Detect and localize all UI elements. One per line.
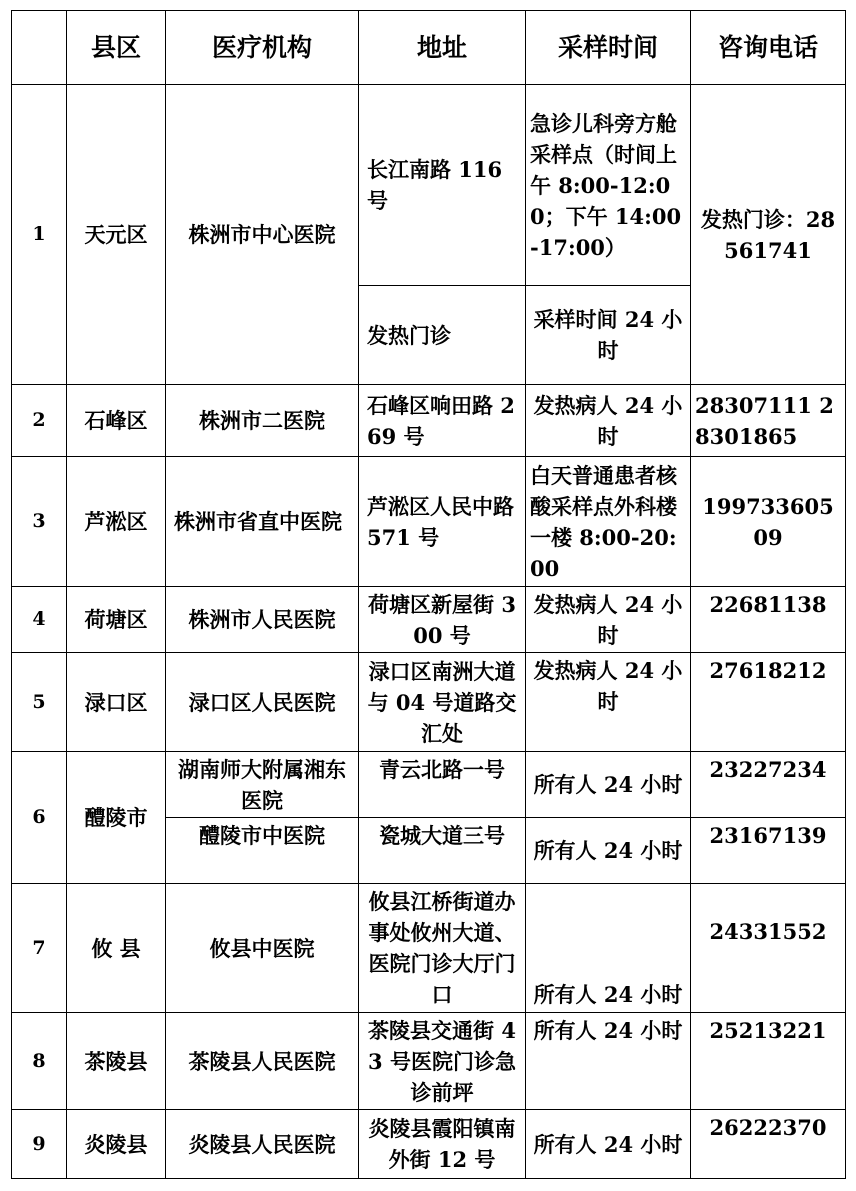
district-cell: 芦淞区 — [67, 457, 166, 587]
address-cell: 攸县江桥街道办事处攸州大道、医院门诊大厅门口 — [359, 884, 526, 1013]
address-cell: 青云北路一号 — [359, 752, 526, 818]
district-cell: 渌口区 — [67, 653, 166, 752]
row-number: 5 — [12, 653, 67, 752]
address-cell: 长江南路 116 号 — [359, 85, 526, 286]
address-cell: 瓷城大道三号 — [359, 818, 526, 884]
row-number: 7 — [12, 884, 67, 1013]
institution-cell: 株洲市中心医院 — [166, 85, 359, 385]
phone-cell: 27618212 — [691, 653, 846, 752]
table-row — [12, 1013, 846, 1110]
table-row — [12, 884, 846, 1013]
institution-cell: 茶陵县人民医院 — [166, 1013, 359, 1110]
time-cell: 所有人 24 小时 — [526, 884, 691, 1013]
time-cell: 发热病人 24 小时 — [526, 653, 691, 752]
header-time: 采样时间 — [526, 11, 691, 85]
address-cell: 芦淞区人民中路 571 号 — [359, 457, 526, 587]
sampling-sites-table — [11, 10, 846, 1179]
phone-cell: 28307111 28301865 — [691, 385, 846, 457]
district-cell: 炎陵县 — [67, 1110, 166, 1179]
phone-cell: 19973360509 — [691, 457, 846, 587]
table-row — [12, 1110, 846, 1179]
table-row — [12, 85, 846, 286]
phone-cell: 26222370 — [691, 1110, 846, 1179]
institution-cell: 株洲市省直中医院 — [166, 457, 359, 587]
time-cell: 采样时间 24 小时 — [526, 286, 691, 385]
row-number: 3 — [12, 457, 67, 587]
header-no — [12, 11, 67, 85]
row-number: 2 — [12, 385, 67, 457]
phone-cell: 25213221 — [691, 1013, 846, 1110]
district-cell: 石峰区 — [67, 385, 166, 457]
institution-cell: 醴陵市中医院 — [166, 818, 359, 884]
time-cell: 发热病人 24 小时 — [526, 587, 691, 653]
table-row — [12, 587, 846, 653]
table-row — [12, 752, 846, 818]
institution-cell: 渌口区人民医院 — [166, 653, 359, 752]
header-address: 地址 — [359, 11, 526, 85]
header-district: 县区 — [67, 11, 166, 85]
phone-cell: 23167139 — [691, 818, 846, 884]
time-cell: 所有人 24 小时 — [526, 752, 691, 818]
table-row — [12, 385, 846, 457]
table-row — [12, 653, 846, 752]
time-cell: 发热病人 24 小时 — [526, 385, 691, 457]
row-number: 9 — [12, 1110, 67, 1179]
header-institution: 医疗机构 — [166, 11, 359, 85]
district-cell: 醴陵市 — [67, 752, 166, 884]
row-number: 4 — [12, 587, 67, 653]
phone-cell: 24331552 — [691, 884, 846, 1013]
institution-cell: 株洲市二医院 — [166, 385, 359, 457]
institution-cell: 株洲市人民医院 — [166, 587, 359, 653]
address-cell: 荷塘区新屋街 300 号 — [359, 587, 526, 653]
district-cell: 茶陵县 — [67, 1013, 166, 1110]
time-cell: 急诊儿科旁方舱采样点（时间上午 8:00-12:00；下午 14:00-17:00） — [526, 85, 691, 286]
time-cell: 所有人 24 小时 — [526, 1013, 691, 1110]
table-header-row — [12, 11, 846, 85]
district-cell: 攸 县 — [67, 884, 166, 1013]
time-cell: 白天普通患者核酸采样点外科楼一楼 8:00-20:00 — [526, 457, 691, 587]
phone-cell: 23227234 — [691, 752, 846, 818]
address-cell: 茶陵县交通街 43 号医院门诊急诊前坪 — [359, 1013, 526, 1110]
institution-cell: 湖南师大附属湘东医院 — [166, 752, 359, 818]
district-cell: 天元区 — [67, 85, 166, 385]
time-cell: 所有人 24 小时 — [526, 818, 691, 884]
address-cell: 发热门诊 — [359, 286, 526, 385]
district-cell: 荷塘区 — [67, 587, 166, 653]
row-number: 1 — [12, 85, 67, 385]
table-row — [12, 457, 846, 587]
address-cell: 渌口区南洲大道与 04 号道路交汇处 — [359, 653, 526, 752]
phone-cell: 发热门诊：28561741 — [691, 85, 846, 385]
row-number: 6 — [12, 752, 67, 884]
address-cell: 石峰区响田路 269 号 — [359, 385, 526, 457]
row-number: 8 — [12, 1013, 67, 1110]
phone-cell: 22681138 — [691, 587, 846, 653]
institution-cell: 攸县中医院 — [166, 884, 359, 1013]
time-cell: 所有人 24 小时 — [526, 1110, 691, 1179]
header-phone: 咨询电话 — [691, 11, 846, 85]
address-cell: 炎陵县霞阳镇南外街 12 号 — [359, 1110, 526, 1179]
institution-cell: 炎陵县人民医院 — [166, 1110, 359, 1179]
